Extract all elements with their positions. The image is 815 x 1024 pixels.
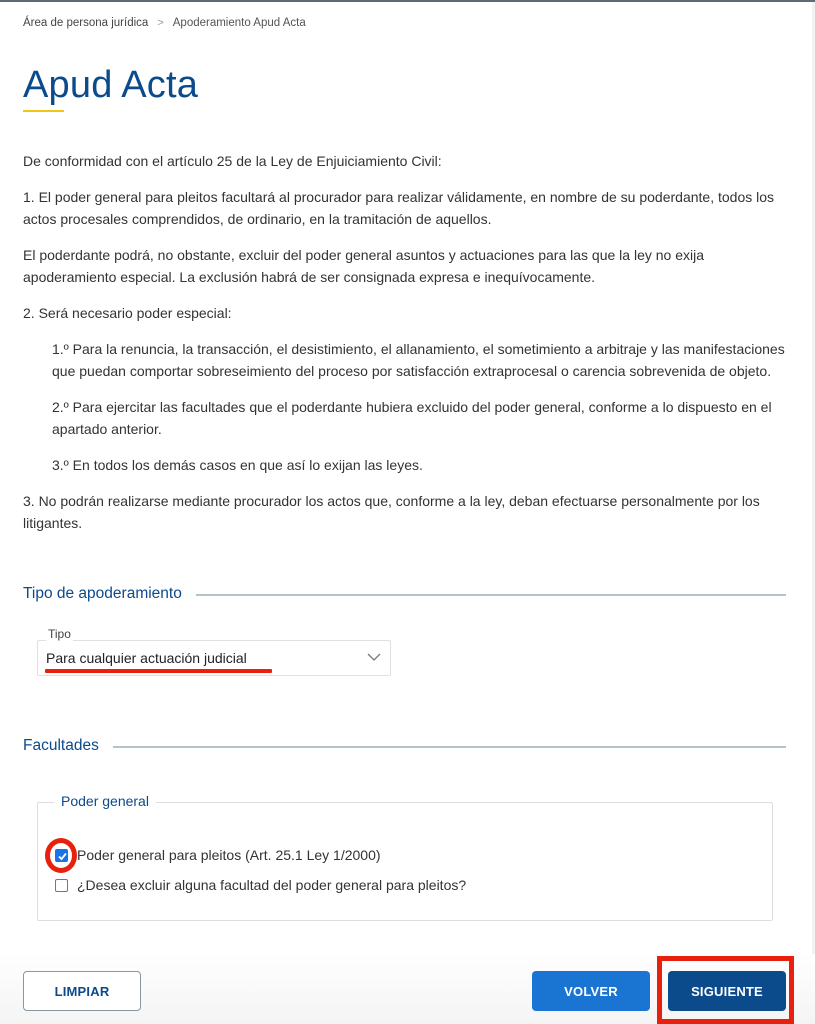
chevron-right-icon: >: [157, 17, 164, 29]
chevron-down-icon: [366, 649, 382, 665]
tipo-select-value: Para cualquier actuación judicial: [46, 650, 247, 666]
legal-paragraph-3: 2. Será necesario poder especial:: [23, 305, 232, 321]
section-header-tipo: [23, 585, 786, 603]
checkbox-label-poder-general: Poder general para pleitos (Art. 25.1 Ley 1/2000): [77, 847, 381, 863]
checkbox-row-excluir-facultad[interactable]: [55, 877, 466, 893]
breadcrumb: [23, 17, 306, 29]
volver-button[interactable]: VOLVER: [532, 971, 650, 1011]
section-title-facultades: Facultades: [23, 737, 99, 754]
section-divider: [113, 746, 786, 748]
section-divider: [196, 594, 786, 596]
legal-text: [23, 150, 793, 548]
tipo-select-label: Tipo: [48, 627, 71, 641]
breadcrumb-item-current: Apoderamiento Apud Acta: [172, 17, 306, 29]
page-title: Apud Acta: [23, 64, 199, 106]
legal-subparagraph-3: 3.º En todos los demás casos en que así lo exijan las leyes.: [52, 457, 423, 473]
annotation-red-circle: [45, 838, 77, 873]
breadcrumb-item-area-persona-juridica[interactable]: Área de persona jurídica: [23, 17, 149, 29]
legal-paragraph-1: 1. El poder general para pleitos facultará al procurador para realizar válidamente, en nombre de su poderdante, todos los actos procesales comprendidos, de ordinario, en la tramitación de aquellos.: [23, 189, 775, 227]
legal-subparagraph-1: 1.º Para la renuncia, la transacción, el desistimiento, el allanamiento, el sometimiento a arbitraje y las manifestaciones que puedan comportar sobreseimiento del proceso por satisfacción extraprocesal o carencia sobrevenida de objeto.: [52, 341, 785, 379]
checkbox-row-poder-general[interactable]: [55, 847, 381, 863]
section-header-facultades: [23, 737, 786, 755]
fieldset-legend-poder-general: Poder general: [54, 793, 156, 809]
legal-intro: De conformidad con el artículo 25 de la Ley de Enjuiciamiento Civil:: [23, 153, 442, 169]
legal-subparagraph-2: 2.º Para ejercitar las facultades que el poderdante hubiera excluido del poder general, conforme a lo dispuesto en el apartado anterior.: [52, 399, 772, 437]
legal-paragraph-4: 3. No podrán realizarse mediante procurador los actos que, conforme a la ley, deban efectuarse personalmente por los litigantes.: [23, 493, 760, 531]
annotation-red-underline: [45, 669, 272, 673]
legal-paragraph-2: El poderdante podrá, no obstante, excluir del poder general asuntos y actuaciones para las que la ley no exija apoderamiento especial. La exclusión habrá de ser consignada expresa e inequívocamente.: [23, 247, 705, 285]
title-accent-underline: [23, 110, 64, 112]
section-title-tipo: Tipo de apoderamiento: [23, 585, 182, 602]
siguiente-button[interactable]: SIGUIENTE: [668, 971, 786, 1011]
limpiar-button[interactable]: LIMPIAR: [23, 971, 141, 1011]
annotation-red-rectangle: [657, 956, 794, 1024]
checkbox-label-excluir-facultad: ¿Desea excluir alguna facultad del poder general para pleitos?: [77, 877, 467, 893]
checkbox-excluir-facultad[interactable]: [55, 879, 68, 892]
